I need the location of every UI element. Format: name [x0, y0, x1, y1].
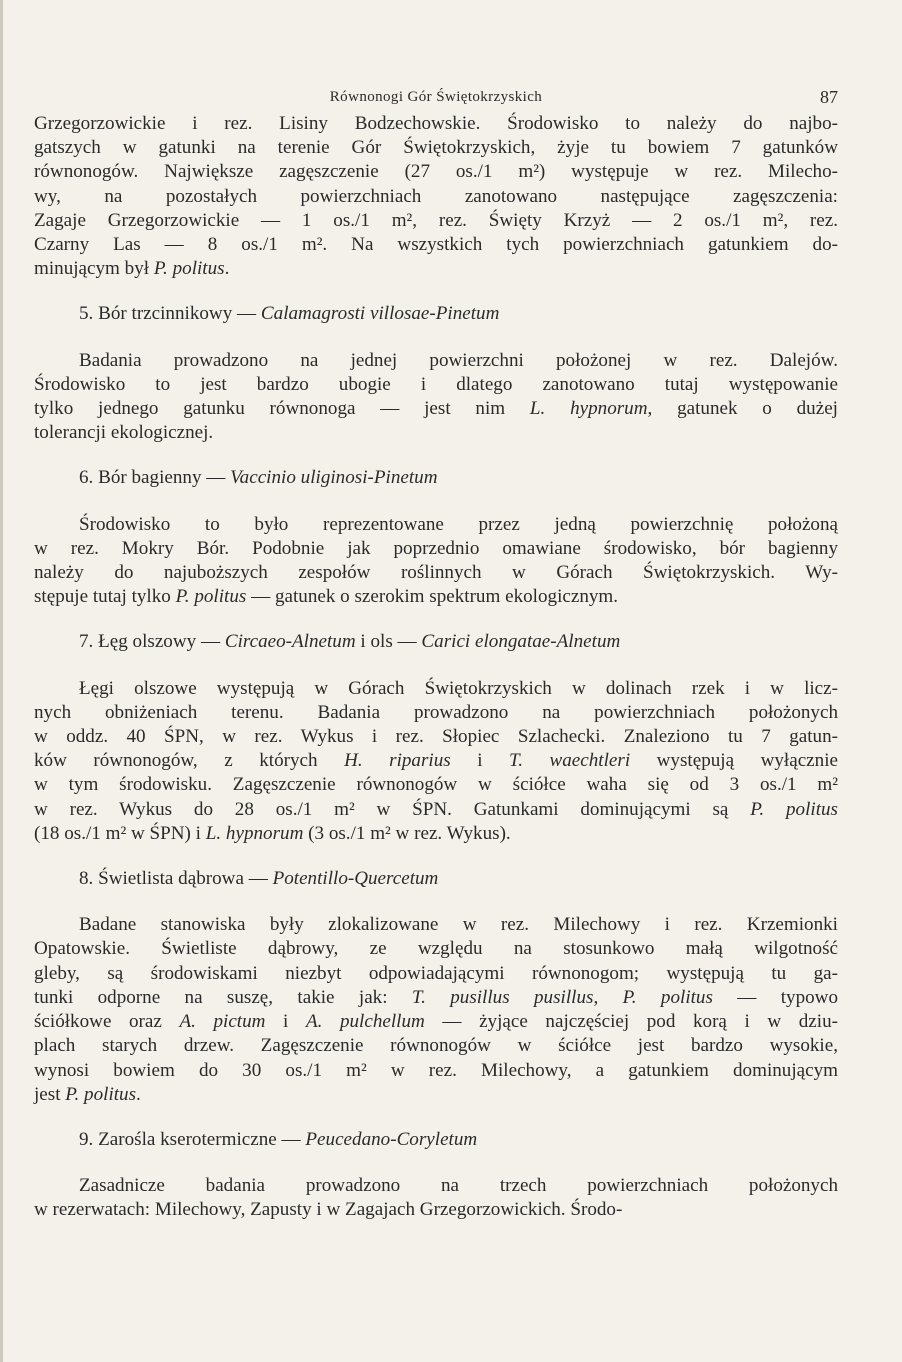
text-line: stępuje tutaj tylko P. politus — gatunek o szerokim spektrum ekologicznym. [34, 586, 619, 608]
species-name: P. politus [750, 798, 838, 820]
section-heading: 9. Zarośla kserotermiczne — Peucedano-Coryletum [79, 1128, 478, 1150]
species-name: P. politus [65, 1083, 137, 1105]
text-line: Łęgi olszowe występują w Górach Świętokrzyskich w dolinach rzek i w licz- [79, 677, 838, 699]
paragraph [34, 677, 838, 846]
species-name: T. waechtleri [509, 750, 631, 772]
text-line: ków równonogów, z których H. riparius i T. waechtleri występują wyłącznie [34, 750, 838, 772]
species-name: P. politus [175, 586, 247, 608]
paragraph [34, 913, 838, 1107]
species-name: L. hypnorum [529, 398, 648, 420]
text-line: w rez. Wykus do 28 os./1 m² w ŚPN. Gatunkami dominującymi są P. politus [34, 798, 838, 820]
text-line: jest P. politus. [34, 1083, 141, 1105]
paragraph [34, 513, 838, 610]
section-heading: 8. Świetlista dąbrowa — Potentillo-Quercetum [79, 868, 439, 890]
text-line: minującym był P. politus. [34, 258, 230, 280]
species-name: P. politus [153, 258, 225, 280]
text-line: Zagaje Grzegorzowickie — 1 os./1 m², rez. Święty Krzyż — 2 os./1 m², rez. [34, 209, 838, 231]
text-line: w rezerwatach: Milechowy, Zapusty i w Zagajach Grzegorzowickich. Środo- [34, 1199, 623, 1221]
text-line: Badane stanowiska były zlokalizowane w rez. Milechowy i rez. Krzemionki [79, 914, 838, 936]
association-name: Calamagrosti villosae-Pinetum [260, 303, 500, 325]
species-name: T. pusillus pusillus [411, 986, 594, 1008]
page-edge [0, 0, 3, 1362]
species-name: A. pulchellum [305, 1011, 425, 1033]
text-line: tunki odporne na suszę, takie jak: T. pusillus pusillus, P. politus — typowo [34, 986, 839, 1008]
text-line: ściółkowe oraz A. pictum i A. pulchellum — żyjące najczęściej pod korą i w dziu- [34, 1011, 838, 1033]
association-name: Peucedano-Coryletum [305, 1128, 478, 1150]
species-name: A. pictum [179, 1011, 266, 1033]
text-line: Czarny Las — 8 os./1 m². Na wszystkich tych powierzchniach gatunkiem do- [34, 234, 838, 256]
association-name: Potentillo-Quercetum [272, 868, 439, 890]
text-line: w rez. Mokry Bór. Podobnie jak poprzednio omawiane środowisko, bór bagienny [34, 537, 838, 559]
text-line: Zasadnicze badania prowadzono na trzech powierzchniach położonych [79, 1175, 838, 1197]
running-header [34, 84, 838, 110]
text-line: tolerancji ekologicznej. [34, 422, 214, 444]
species-name: P. politus [622, 986, 713, 1008]
paragraph [34, 112, 838, 281]
text-line: nych obniżeniach terenu. Badania prowadzono na powierzchniach położonych [34, 701, 838, 723]
species-name: L. hypnorum [205, 822, 304, 844]
text-line: Środowisko to jest bardzo ubogie i dlatego zanotowano tutaj występowanie [34, 373, 838, 395]
association-name: Carici elongatae-Alnetum [421, 631, 621, 653]
section-heading: 7. Łęg olszowy — Circaeo-Alnetum i ols — Carici elongatae-Alnetum [79, 631, 621, 653]
text-line: gatszych w gatunki na terenie Gór Świętokrzyskich, żyje tu bowiem 7 gatunków [34, 137, 838, 159]
text-line: gleby, są środowiskami niezbyt odpowiadającymi równonogom; występują tu ga- [34, 962, 838, 984]
paragraph [34, 1174, 838, 1222]
text-line: Badania prowadzono na jednej powierzchni położonej w rez. Dalejów. [79, 349, 838, 371]
species-name: H. riparius [344, 750, 451, 772]
header-title: Równonogi Gór Świętokrzyskich [329, 89, 543, 105]
section-heading: 6. Bór bagienny — Vaccinio uliginosi-Pinetum [79, 467, 438, 489]
body-text [34, 112, 838, 1223]
text-line: należy do najuboższych zespołów roślinnych w Górach Świętokrzyskich. Wy- [34, 562, 838, 584]
page-number: 87 [820, 87, 838, 107]
text-line: plach starych drzew. Zagęszczenie równonogów w ściółce jest bardzo wysokie, [34, 1035, 838, 1057]
text-line: Opatowskie. Świetliste dąbrowy, ze względu na stosunkowo małą wilgotność [34, 938, 838, 960]
text-line: wy, na pozostałych powierzchniach zanotowano następujące zagęszczenia: [34, 185, 838, 207]
paragraph [34, 349, 838, 446]
text-line: wynosi bowiem do 30 os./1 m² w rez. Milechowy, a gatunkiem dominującym [34, 1059, 838, 1081]
text-line: (18 os./1 m² w ŚPN) i L. hypnorum (3 os./1 m² w rez. Wykus). [34, 822, 511, 844]
text-line: równonogów. Największe zagęszczenie (27 os./1 m²) występuje w rez. Milecho- [34, 161, 838, 183]
text-line: w tym środowisku. Zagęszczenie równonogów w ściółce waha się od 3 os./1 m² [34, 774, 838, 796]
text-line: Środowisko to było reprezentowane przez jedną powierzchnię położoną [79, 513, 838, 535]
section-heading: 5. Bór trzcinnikowy — Calamagrosti villosae-Pinetum [79, 303, 500, 325]
text-line: tylko jednego gatunku równonoga — jest nim L. hypnorum, gatunek o dużej [34, 398, 838, 420]
association-name: Circaeo-Alnetum [224, 631, 356, 653]
association-name: Vaccinio uliginosi-Pinetum [230, 467, 438, 489]
text-line: w oddz. 40 ŚPN, w rez. Wykus i rez. Słopiec Szlachecki. Znaleziono tu 7 gatun- [34, 726, 838, 748]
text-line: Grzegorzowickie i rez. Lisiny Bodzechowskie. Środowisko to należy do najbo- [34, 113, 838, 134]
